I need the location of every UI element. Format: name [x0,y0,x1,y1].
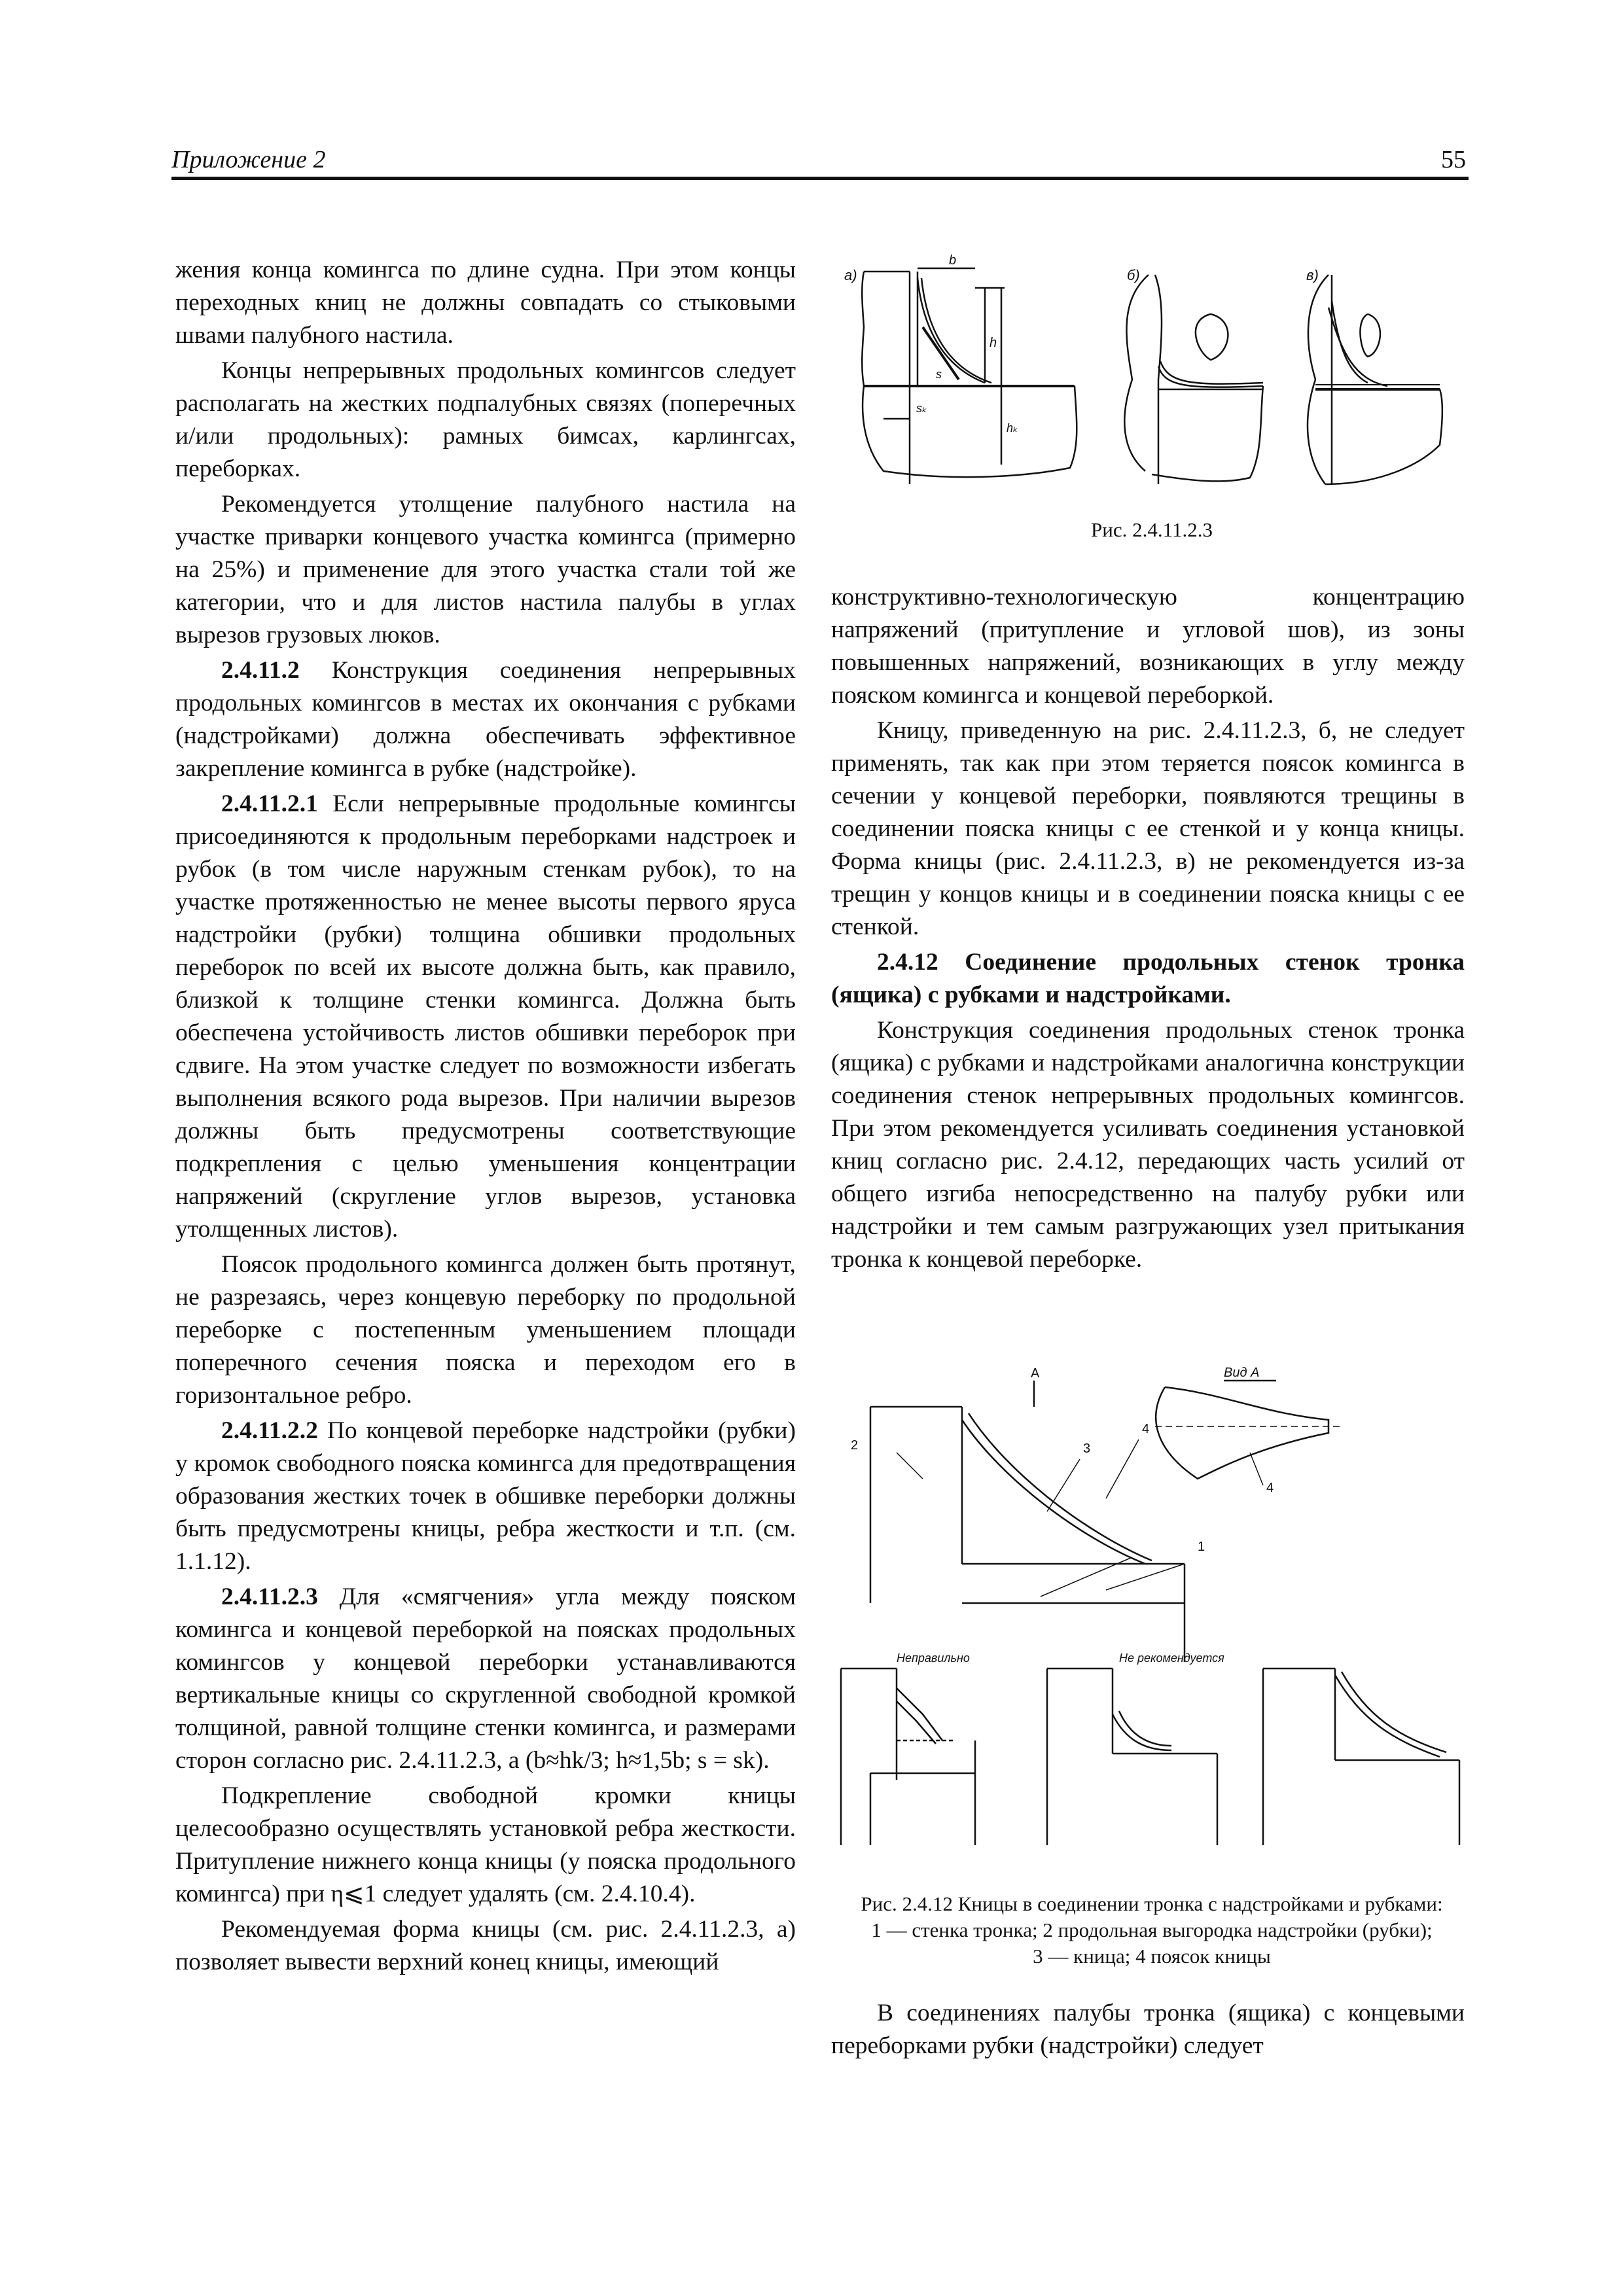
figure-2-4-12-caption-line2: 1 — стенка тронка; 2 продольная выгородка надстройки (рубки); [871,1918,1433,1941]
clause-number: 2.4.11.2.2 [221,1417,318,1444]
paragraph [175,1581,796,1777]
fig2-callout-3: 3 [1083,1441,1091,1456]
paragraph [175,488,796,652]
figure-2-4-12-caption-line3: 3 — кница; 4 поясок кницы [1033,1945,1271,1968]
paragraph [831,581,1465,712]
paragraph-text: Если непрерывные продольные комингсы присоединяются к продольным переборками надстроек и рубок (в том числе наружным стенкам рубок), то на участке протяженностью не менее высоты первого яруса надстройки (рубки) толщина обшивки продольных переборок по всей их высоте должна быть, как правило, близкой к толщине стенки комингса. Должна быть обеспечена устойчивость листов обшивки переборок при сдвиге. На этом участке следует по возможности избегать выполнения всякого рода вырезов. При наличии вырезов должны быть предусмотрены соответствующие подкрепления с целью уменьшения концентрации напряжений (скругление углов вырезов, установка утолщенных листов). [175,790,796,1243]
paragraph [175,355,796,486]
figure-2-4-11-2-3 [844,249,1459,497]
paragraph-text: По концевой переборке надстройки (рубки) у кромок свободного пояска комингса для предотвращения образования жестких точек в обшивке переборки должны быть предусмотрены кницы, ребра жесткости и т.п. (см. 1.1.12). [175,1417,796,1575]
paragraph-text: Для «смягчения» угла между пояском комингса и концевой переборкой на поясках продольных комингсов у концевой переборки устанавливаются вертикальные кницы со скругленной свободной кромкой толщиной, равной толщине стенки комингса, и размерами сторон согласно рис. 2.4.11.2.3, а (b≈hk/3; h≈1,5b; s = sk). [175,1583,796,1774]
paragraph-text: Рекомендуется утолщение палубного настила на участке приварки концевого участка комингса (примерно на 25%) и применение для этого участка стали той же категории, что и для листов настила палубы в углах вырезов грузовых люков. [175,491,796,648]
fig2-callout-2: 2 [851,1438,859,1453]
figure-2-4-11-2-3-drawing [844,249,1459,497]
paragraph [175,788,796,1246]
fig2-label-incorrect: Неправильно [897,1651,970,1665]
fig2-callout-1: 1 [1198,1540,1205,1554]
paragraph [175,1248,796,1412]
fig1-dim-h: h [990,336,997,350]
left-text-column [175,254,796,1981]
right-text-column-bottom [831,1997,1465,2065]
running-header-section: Приложение 2 [171,146,326,173]
fig2-callout-4-view: 4 [1266,1481,1274,1495]
paragraph-text: Подкрепление свободной кромки кницы целесообразно осуществлять установкой ребра жесткости. Притупление нижнего конца кницы (у пояска продольного комингса) при η⩽1 следует удалять (см. 2.4.10.4). [175,1782,796,1907]
paragraph-text: Конструкция соединения непрерывных продольных комингсов в местах их окончания с рубками (надстройками) должна обеспечивать эффективное закрепление комингса в рубке (надстройке). [175,657,796,782]
paragraph-text: Конструкция соединения продольных стенок тронка (ящика) с рубками и надстройками аналогична конструкции соединения стенок непрерывных продольных комингсов. При этом рекомендуется усиливать соединения установкой книц согласно рис. 2.4.12, передающих часть усилий от общего изгиба непосредственно на палубу рубки или надстройки и тем самым разгружающих узел притыкания тронка к концевой переборке. [831,1017,1465,1273]
figure-2-4-12-drawing [831,1348,1472,1884]
figure-2-4-12-caption [831,1891,1472,1969]
paragraph [175,654,796,785]
paragraph-text: конструктивно-технологическую концентрацию напряжений (притупление и угловой шов), из зоны повышенных напряжений, возникающих в углу между пояском комингса и концевой переборкой. [831,584,1465,709]
section-heading: 2.4.12 Соединение продольных стенок тронка (ящика) с рубками и надстройками. [831,949,1465,1008]
paragraph-text: В соединениях палубы тронка (ящика) с концевыми переборками рубки (надстройки) следует [831,2000,1465,2059]
fig1-label-v: в) [1306,267,1319,283]
fig2-callout-4: 4 [1142,1422,1150,1436]
fig1-dim-s: s [936,368,942,381]
fig1-dim-b: b [949,253,957,268]
paragraph [175,1780,796,1911]
clause-number: 2.4.11.2.1 [221,790,318,817]
fig1-label-b: б) [1127,267,1140,283]
clause-number: 2.4.11.2.3 [221,1583,318,1610]
paragraph [175,1913,796,1979]
figure-2-4-12 [831,1348,1472,1884]
fig1-dim-hk: hₖ [1007,421,1018,434]
fig2-arrow-label: А [1031,1366,1040,1381]
fig1-label-a: а) [844,267,857,283]
paragraph [831,1014,1465,1276]
fig2-label-not-recommended: Не рекомендуется [1119,1651,1224,1665]
header-rule [171,177,1469,180]
figure-2-4-12-caption-line1: Рис. 2.4.12 Кницы в соединении тронка с надстройками и рубками: [861,1892,1443,1915]
paragraph [831,1997,1465,2062]
paragraph-text: Концы непрерывных продольных комингсов следует располагать на жестких подпалубных связях (поперечных и/или продольных): рамных бимсах, карлингсах, переборках. [175,357,796,482]
figure-2-4-11-2-3-caption: Рис. 2.4.11.2.3 [1091,518,1213,541]
page-number: 55 [1441,146,1466,173]
paragraph [175,1415,796,1578]
paragraph [175,254,796,352]
fig2-view-label: Вид А [1224,1366,1260,1380]
paragraph-text: Кницу, приведенную на рис. 2.4.11.2.3, б, не следует применять, так как при этом теряется поясок комингса в сечении у концевой переборки, появляются трещины в соединении пояска кницы с ее стенкой и у конца кницы. Форма кницы (рис. 2.4.11.2.3, в) не рекомендуется из-за трещин у концов кницы и в соединении пояска кницы с ее стенкой. [831,717,1465,940]
paragraph-text: Рекомендуемая форма кницы (см. рис. 2.4.11.2.3, а) позволяет вывести верхний конец кницы, имеющий [175,1916,796,1975]
paragraph [831,715,1465,944]
paragraph-text: жения конца комингса по длине судна. При этом концы переходных книц не должны совпадать со стыковыми швами палубного настила. [175,256,796,349]
fig1-dim-sk: sₖ [916,402,927,415]
paragraph-text: Поясок продольного комингса должен быть протянут, не разрезаясь, через концевую переборку по продольной переборке с постепенным уменьшением площади поперечного сечения пояска и переходом его в горизонтальное ребро. [175,1251,796,1409]
right-text-column [831,581,1465,1279]
clause-number: 2.4.11.2 [221,657,300,684]
